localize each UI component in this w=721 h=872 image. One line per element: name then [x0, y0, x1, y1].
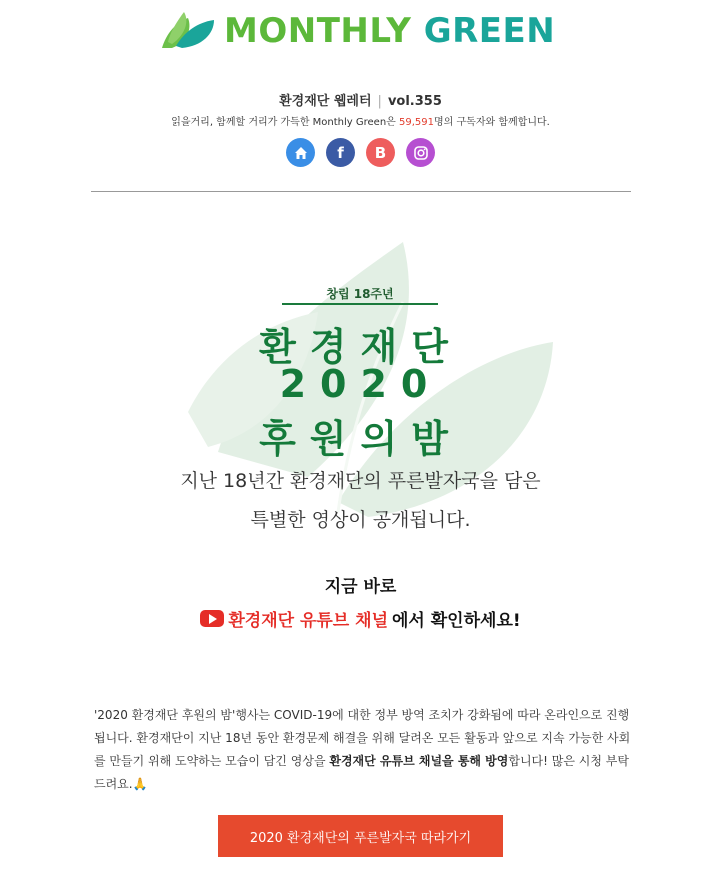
tagline — [0, 113, 721, 128]
logo-green-text: GREEN — [423, 11, 556, 51]
cta-tail-text: 에서 확인하세요! — [392, 611, 521, 631]
issue-volume: vol.355 — [387, 94, 442, 109]
issue-title: 환경재단 웹레터 — [279, 94, 372, 109]
event-description-end: 합니다! 많은 시청 부탁드려요. — [94, 754, 629, 791]
hero-title-line3: 후원의밤 — [259, 417, 462, 461]
blog-link[interactable] — [366, 138, 395, 167]
logo-monthly-text: MONTHLY — [224, 11, 412, 51]
home-icon — [293, 145, 309, 161]
instagram-link[interactable] — [406, 138, 435, 167]
social-links — [0, 138, 721, 167]
cta-youtube-line[interactable] — [0, 606, 721, 631]
hero-description-line1: 지난 18년간 환경재단의 푸른발자국을 담은 — [180, 470, 541, 492]
logo-wordmark — [224, 11, 555, 51]
youtube-channel-link[interactable]: 환경재단 유튜브 채널 — [228, 611, 388, 631]
header-divider — [91, 191, 631, 192]
facebook-icon: f — [337, 143, 344, 162]
subscriber-count: 59,591 — [399, 117, 435, 128]
youtube-icon — [200, 610, 224, 627]
hero-subtitle-rule — [282, 303, 438, 305]
hero-description-line2: 특별한 영상이 공개됩니다. — [250, 509, 471, 531]
issue-separator: | — [377, 94, 382, 109]
facebook-link[interactable] — [326, 138, 355, 167]
hero-title-line1: 환경재단 — [259, 325, 462, 369]
cta-heading: 지금 바로 — [324, 577, 397, 597]
monthly-green-logo[interactable] — [158, 6, 568, 56]
tagline-after: 명의 구독자와 함께합니다. — [434, 117, 550, 128]
hero-subtitle: 창립 18주년 — [326, 287, 394, 301]
issue-line — [0, 90, 721, 109]
tagline-before: 읽을거리, 함께할 거리가 가득한 Monthly Green은 — [171, 117, 400, 128]
home-link[interactable] — [286, 138, 315, 167]
footprint-cta-button[interactable]: 2020 환경재단의 푸른발자국 따라가기 — [218, 815, 503, 857]
event-description — [94, 704, 634, 796]
event-description-text: '2020 환경재단 후원의 밤'행사는 COVID-19에 대한 정부 방역 조치가 강화됨에 따라 온라인으로 진행됩니다. 환경재단이 지난 18년 동안 환경문제 해결을 위해 달려온 모든 활동과 앞으로 지속 가능한 사회를 만들기 위해 도약하는 모습이 담긴 영상을 — [94, 708, 631, 768]
hero-title-line2: 2020 — [279, 362, 442, 406]
blog-icon: B — [374, 143, 387, 162]
instagram-icon — [413, 145, 429, 161]
leaf-logo-icon — [158, 8, 220, 54]
pray-emoji-icon: 🙏 — [132, 777, 148, 791]
event-description-bold: 환경재단 유튜브 채널을 통해 방영 — [329, 754, 509, 768]
